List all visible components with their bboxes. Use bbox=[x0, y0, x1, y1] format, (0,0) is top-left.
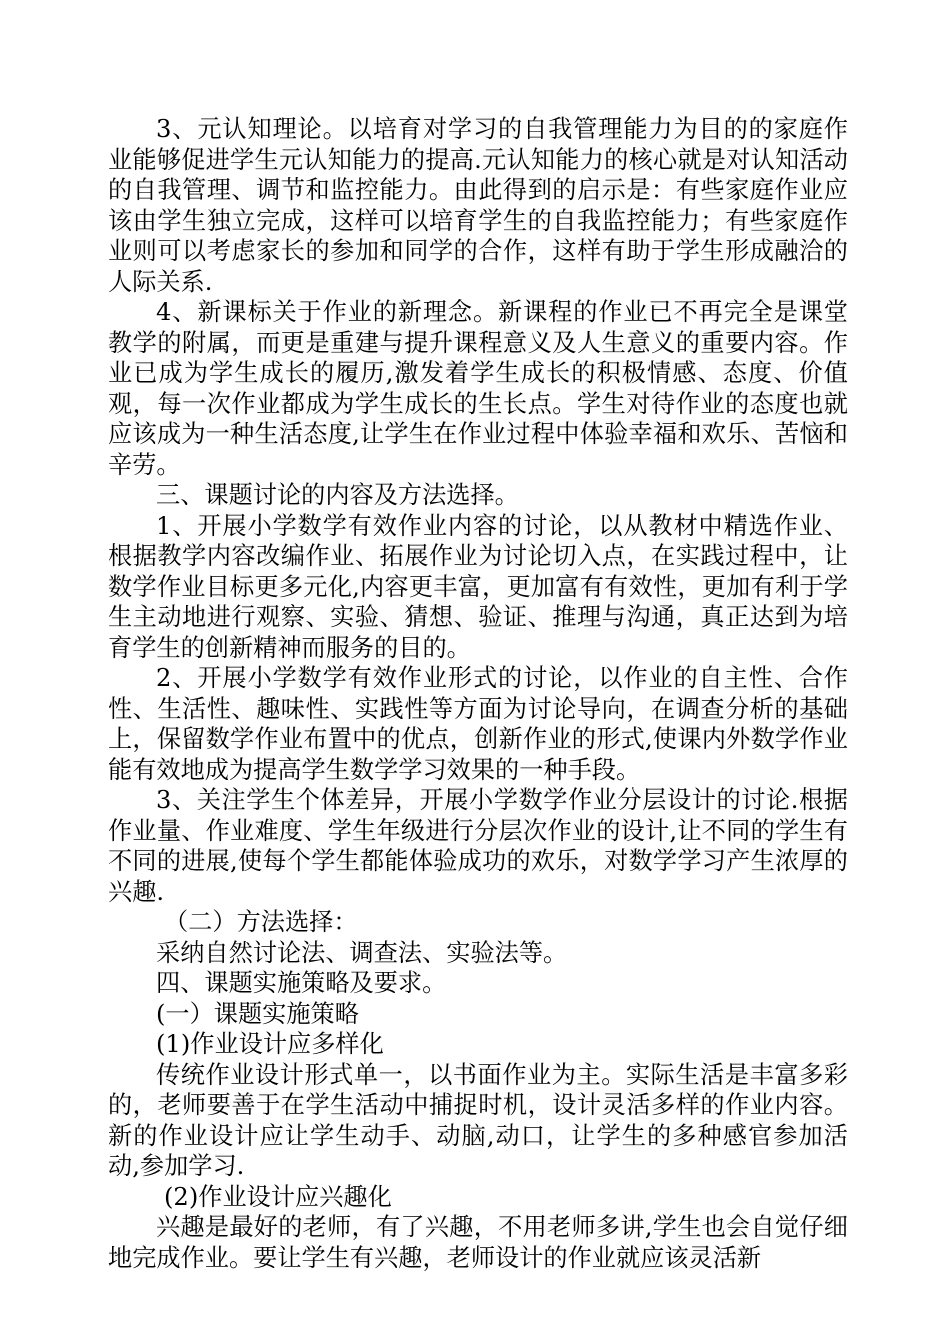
section-heading-research-content: 三、课题讨论的内容及方法选择。 bbox=[156, 481, 519, 509]
section-heading-strategy: 四、课题实施策略及要求。 bbox=[156, 969, 447, 997]
document-page bbox=[108, 114, 848, 1273]
paragraph-methods: 采纳自然讨论法、调查法、实验法等。 bbox=[156, 938, 568, 967]
paragraph-interest-design: 兴趣是最好的老师，有了兴趣，不用老师多讲,学生也会自觉仔细地完成作业。要让学生有兴趣，老师设计的作业就应该灵活新 bbox=[108, 1213, 848, 1272]
paragraph-homework-content: 1、开展小学数学有效作业内容的讨论，以从教材中精选作业、根据教学内容改编作业、拓展作业为讨论切入点，在实践过程中，让数学作业目标更多元化,内容更丰富，更加富有有效性，更加有利于学生主动地进行观察、实验、猜想、验证、推理与沟通，真正达到为培育学生的创新精神而服务的目的。 bbox=[108, 511, 848, 662]
subheading-diversified-design: (1)作业设计应多样化 bbox=[156, 1030, 384, 1058]
paragraph-new-curriculum-concept: 4、新课标关于作业的新理念。新课程的作业已不再完全是课堂教学的附属，而更是重建与提升课程意义及人生意义的重要内容。作业已成为学生成长的履历,激发着学生成长的积极情感、态度、价值观，每一次作业都成为学生成长的生长点。学生对待作业的态度也就应该成为一种生活态度,让学生在作业过程中体验幸福和欢乐、苦恼和辛劳。 bbox=[108, 298, 848, 479]
paragraph-metacognition-theory: 3、元认知理论。以培育对学习的自我管理能力为目的的家庭作业能够促进学生元认知能力的提高.元认知能力的核心就是对认知活动的自我管理、调节和监控能力。由此得到的启示是：有些家庭作业应该由学生独立完成，这样可以培育学生的自我监控能力；有些家庭作业则可以考虑家长的参加和同学的合作，这样有助于学生形成融洽的人际关系. bbox=[108, 115, 848, 296]
subheading-method-selection: （二）方法选择： bbox=[164, 908, 358, 936]
paragraph-layered-design: 3、关注学生个体差异，开展小学数学作业分层设计的讨论.根据作业量、作业难度、学生年级进行分层次作业的设计,让不同的学生有不同的进展,使每个学生都能体验成功的欢乐，对数学学习产生浓厚的兴趣. bbox=[108, 786, 848, 906]
subheading-interest-design: (2)作业设计应兴趣化 bbox=[164, 1182, 392, 1211]
paragraph-homework-form: 2、开展小学数学有效作业形式的讨论，以作业的自主性、合作性、生活性、趣味性、实践性等方面为讨论导向，在调查分析的基础上，保留数学作业布置中的优点，创新作业的形式,使课内外数学作业能有效地成为提高学生数学学习效果的一种手段。 bbox=[108, 664, 848, 784]
subheading-implementation-strategy: (一）课题实施策略 bbox=[156, 999, 359, 1028]
paragraph-diversified-design: 传统作业设计形式单一，以书面作业为主。实际生活是丰富多彩的，老师要善于在学生活动中捕捉时机，设计灵活多样的作业内容。新的作业设计应让学生动手、动脑,动口，让学生的多种感官参加活动,参加学习. bbox=[108, 1060, 848, 1180]
